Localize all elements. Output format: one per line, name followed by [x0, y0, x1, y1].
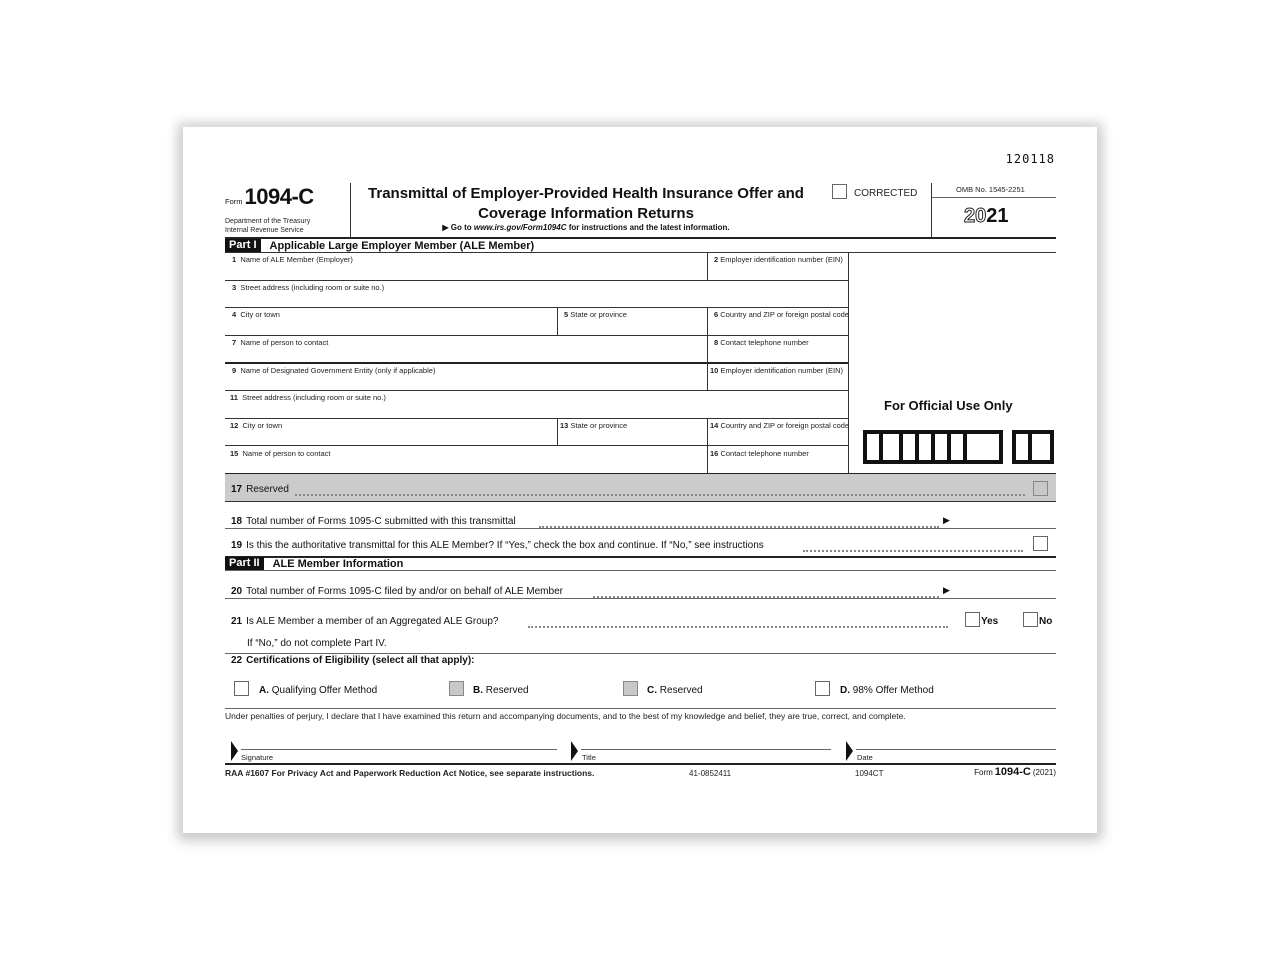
title-line-2: Coverage Information Returns — [478, 205, 694, 222]
official-use-boxes-large — [863, 430, 1003, 464]
date-input[interactable] — [856, 732, 1056, 749]
corrected-checkbox[interactable] — [832, 184, 847, 199]
option-a-label: A. Qualifying Offer Method — [259, 685, 378, 696]
dge-name-input[interactable] — [225, 374, 705, 390]
contact-phone-input[interactable] — [709, 346, 847, 362]
no-label: No — [1039, 616, 1053, 627]
date-label: Date — [857, 753, 873, 762]
tax-year: 2021 — [964, 205, 1009, 227]
form-sheet — [183, 127, 1097, 833]
dge-phone-input[interactable] — [709, 457, 847, 473]
form-id — [225, 184, 314, 210]
line-20-input[interactable] — [963, 580, 1056, 598]
field-1-label: 1 Name of ALE Member (Employer) — [232, 255, 353, 264]
field-11-label: 11 Street address (including room or suite no.) — [230, 393, 386, 402]
omb-number: OMB No. 1545-2251 — [956, 185, 1025, 194]
field-14-label: 14 Country and ZIP or foreign postal code — [710, 421, 850, 430]
line-18-input[interactable] — [963, 510, 1056, 528]
dge-ein-input[interactable] — [709, 374, 847, 390]
contact-name-input[interactable] — [225, 346, 705, 362]
dge-street-input[interactable] — [225, 401, 847, 417]
field-4-label: 4 City or town — [232, 310, 280, 319]
goto-instructions: ▶ Go to www.irs.gov/Form1094C for instructions and the latest information. — [442, 223, 730, 232]
line-20-label: 20 Total number of Forms 1095-C filed by and/or on behalf of ALE Member — [231, 586, 563, 597]
ein-input[interactable] — [709, 263, 847, 279]
dge-contact-input[interactable] — [225, 457, 705, 473]
title-label: Title — [582, 753, 596, 762]
date-arrow-icon — [846, 741, 853, 761]
corner-code: 120118 — [1005, 152, 1055, 166]
line-18-label: 18 Total number of Forms 1095-C submitted with this transmittal — [231, 516, 516, 527]
dge-zip-input[interactable] — [709, 429, 847, 445]
field-8-label: 8 Contact telephone number — [714, 338, 809, 347]
field-5-label: 5 State or province — [564, 310, 627, 319]
dge-city-input[interactable] — [225, 429, 555, 445]
line-19-label: 19 Is this the authoritative transmittal for this ALE Member? If “Yes,” check the box and continue. If “No,” see instructions — [231, 540, 764, 551]
signature-arrow-icon — [231, 741, 238, 761]
line-21-note: If “No,” do not complete Part IV. — [247, 638, 387, 649]
field-15-label: 15 Name of person to contact — [230, 449, 331, 458]
privacy-notice: RAA #1607 For Privacy Act and Paperwork Reduction Act Notice, see separate instructions. — [225, 768, 595, 778]
title-line-1: Transmittal of Employer-Provided Health Insurance Offer and — [368, 185, 804, 202]
option-d-label: D. 98% Offer Method — [840, 685, 934, 696]
line-22-label: 22 Certifications of Eligibility (select all that apply): — [231, 655, 475, 666]
part2-title: ALE Member Information — [272, 557, 404, 570]
line-21-label: 21 Is ALE Member a member of an Aggregated ALE Group? — [231, 616, 499, 627]
corrected-label: CORRECTED — [854, 188, 918, 199]
field-3-label: 3 Street address (including room or suite no.) — [232, 283, 385, 292]
part1-header — [225, 239, 534, 252]
catalog-number: 41-0852411 — [689, 769, 732, 778]
form-prefix: Form — [225, 197, 243, 206]
part2-badge: Part II — [225, 557, 264, 570]
field-9-label: 9 Name of Designated Government Entity (only if applicable) — [232, 366, 436, 375]
option-d-checkbox[interactable] — [815, 681, 830, 696]
signature-label: Signature — [241, 753, 274, 762]
line-19-checkbox[interactable] — [1033, 536, 1048, 551]
field-12-label: 12 City or town — [230, 421, 283, 430]
yes-label: Yes — [981, 616, 999, 627]
part1-badge: Part I — [225, 239, 261, 252]
department-label: Department of the Treasury — [225, 218, 311, 225]
part2-header — [225, 557, 403, 570]
field-6-label: 6 Country and ZIP or foreign postal code — [714, 310, 849, 319]
field-2-label: 2 Employer identification number (EIN) — [714, 255, 843, 264]
arrow-right-icon: ▶ — [943, 585, 950, 595]
field-10-label: 10 Employer identification number (EIN) — [710, 366, 843, 375]
official-use-label: For Official Use Only — [884, 398, 1013, 413]
signature-input[interactable] — [241, 732, 557, 749]
arrow-right-icon: ▶ — [943, 515, 950, 525]
dge-state-input[interactable] — [559, 429, 705, 445]
form-code: 1094CT — [855, 769, 884, 778]
option-c-checkbox — [623, 681, 638, 696]
form-number: 1094-C — [244, 184, 314, 209]
line-17-label: 17 Reserved — [231, 484, 289, 495]
field-13-label: 13 State or province — [560, 421, 628, 430]
option-b-label: B. Reserved — [473, 685, 529, 696]
zip-input[interactable] — [709, 318, 847, 334]
field-16-label: 16 Contact telephone number — [710, 449, 809, 458]
option-a-checkbox[interactable] — [234, 681, 249, 696]
official-use-boxes-small — [1012, 430, 1054, 464]
ale-member-name-input[interactable] — [225, 263, 705, 279]
line-17-checkbox — [1033, 481, 1048, 496]
city-input[interactable] — [225, 318, 555, 334]
line-21-no-checkbox[interactable] — [1023, 612, 1038, 627]
title-arrow-icon — [571, 741, 578, 761]
title-input[interactable] — [581, 732, 831, 749]
street-address-input[interactable] — [225, 291, 847, 307]
footer-form-id: Form 1094-C (2021) — [974, 766, 1056, 778]
option-b-checkbox — [449, 681, 464, 696]
perjury-statement: Under penalties of perjury, I declare that I have examined this return and accompanying documents, and to the best of my knowledge and belief, they are true, correct, and complete. — [225, 711, 906, 721]
state-input[interactable] — [559, 318, 705, 334]
part1-title: Applicable Large Employer Member (ALE Member) — [269, 239, 535, 252]
irs-url-link[interactable]: www.irs.gov/Form1094C — [473, 223, 567, 232]
field-7-label: 7 Name of person to contact — [232, 338, 329, 347]
irs-label: Internal Revenue Service — [225, 227, 304, 234]
option-c-label: C. Reserved — [647, 685, 703, 696]
line-21-yes-checkbox[interactable] — [965, 612, 980, 627]
form-title — [351, 184, 821, 224]
